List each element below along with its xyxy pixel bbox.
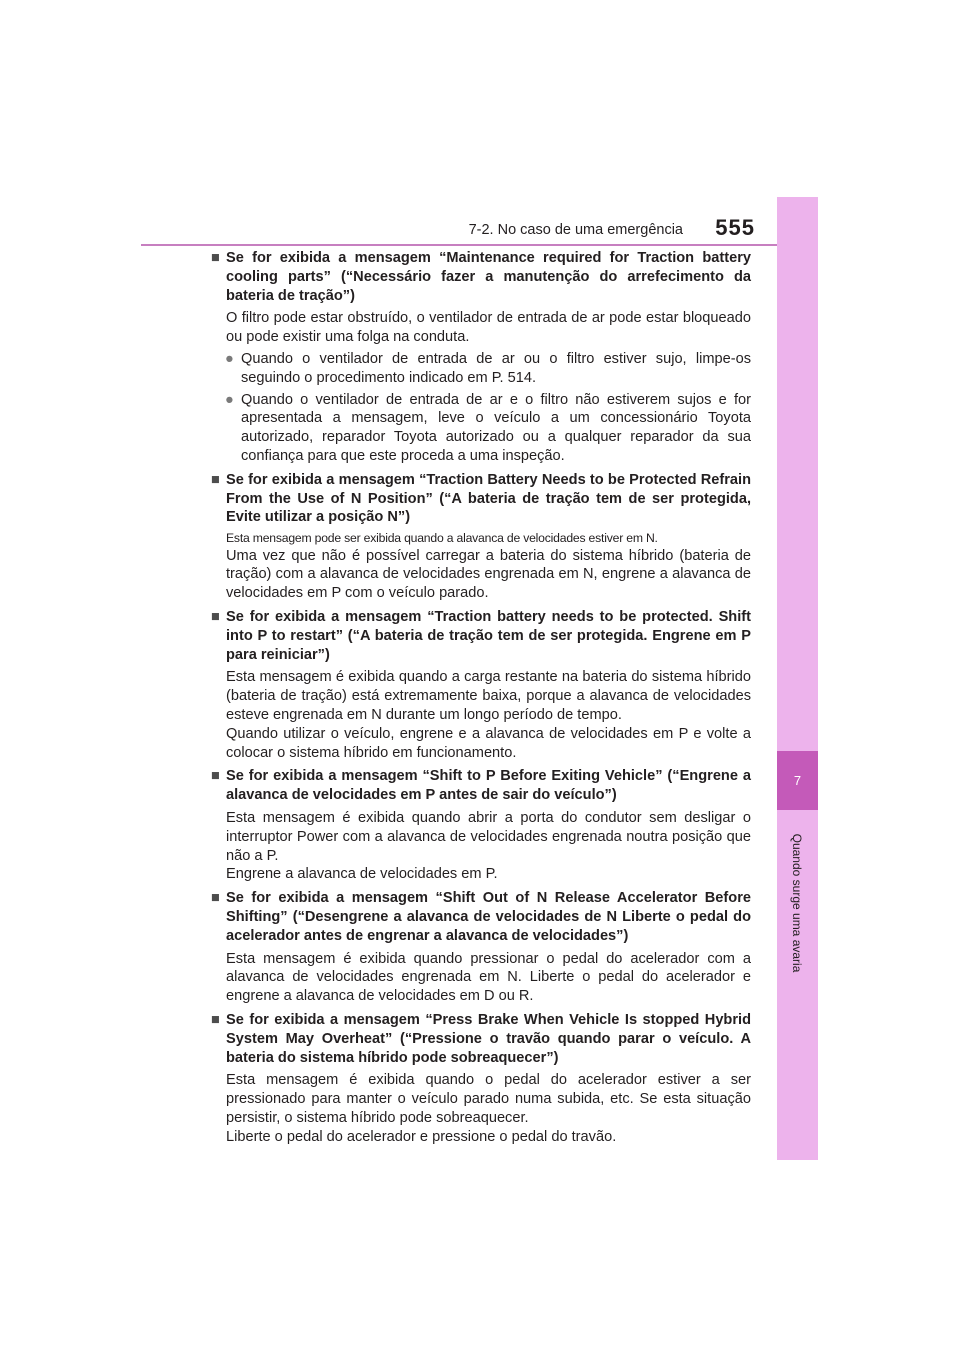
square-bullet-icon: ■ (211, 1011, 220, 1028)
side-tab (777, 197, 818, 1160)
section-heading: ■ Se for exibida a mensagem “Maintenance required for Traction battery cooling parts” (“Necessário fazer a manutenção do arrefecimento da bateria de tração”) (211, 250, 751, 304)
chapter-title: Quando surge uma avaria (790, 833, 804, 973)
section-heading: ■ Se for exibida a mensagem “Traction battery needs to be protected. Shift into P to restart” (“A bateria de tração tem de ser protegida. Engrene em P para reiniciar”) (211, 609, 751, 663)
square-bullet-icon: ■ (211, 768, 220, 785)
page-content (211, 249, 751, 1147)
chapter-number: 7 (777, 751, 818, 810)
section-note: Esta mensagem pode ser exibida quando a alavanca de velocidades estiver em N. (226, 531, 658, 546)
section-paragraph: Esta mensagem é exibida quando abrir a porta do condutor sem desligar o interruptor Power com a alavanca de velocidades engrenada noutra posição que não a P. (226, 810, 751, 864)
square-bullet-icon: ■ (211, 890, 220, 907)
section-heading: ■ Se for exibida a mensagem “Press Brake When Vehicle Is stopped Hybrid System May Overheat” (“Pressione o travão quando parar o veículo. A bateria do sistema híbrido pode sobreaquecer”) (211, 1011, 751, 1066)
list-item: ● Quando o ventilador de entrada de ar ou o filtro estiver sujo, limpe-os seguindo o procedimento indicado em P. 514. (225, 350, 751, 386)
section-paragraph: Uma vez que não é possível carregar a bateria do sistema híbrido (bateria de tração) com a alavanca de velocidades engrenada em N, engrene a alavanca de velocidades em P com o veículo parado. (226, 547, 751, 602)
section-paragraph: Quando utilizar o veículo, engrene e a alavanca de velocidades em P e volte a colocar o sistema híbrido em funcionamento. (226, 725, 751, 761)
section-paragraph: O filtro pode estar obstruído, o ventilador de entrada de ar pode estar bloqueado ou pode existir uma folga na conduta. (226, 310, 751, 346)
section-heading: ■ Se for exibida a mensagem “Traction Battery Needs to be Protected Refrain From the Use of N Position” (“A bateria de tração tem de ser protegida, Evite utilizar a posição N”) (211, 471, 751, 526)
section-paragraph: Liberte o pedal do acelerador e pressione o pedal do travão. (226, 1128, 617, 1145)
square-bullet-icon: ■ (211, 609, 220, 626)
section-paragraph: Esta mensagem é exibida quando pressionar o pedal do acelerador com a alavanca de velocidades engrenada em N. Liberte o pedal do acelerador e engrene a alavanca de velocidades em D ou R. (226, 950, 751, 1005)
header-rule (141, 244, 817, 246)
section-heading: ■ Se for exibida a mensagem “Shift to P Before Exiting Vehicle” (“Engrene a alavanca de velocidades em P antes de sair do veículo”) (211, 768, 751, 804)
square-bullet-icon: ■ (211, 250, 220, 266)
section-heading: ■ Se for exibida a mensagem “Shift Out of N Release Accelerator Before Shifting” (“Desengrene a alavanca de velocidades de N Liberte o pedal do acelerador antes de engrenar a alavanca de velocidades”) (211, 890, 751, 944)
circle-bullet-icon: ● (225, 350, 234, 367)
section-paragraph: Esta mensagem é exibida quando a carga restante na bateria do sistema híbrido (bateria de tração) está extremamente baixa, porque a alavanca de velocidades esteve engrenada em N durante um longo período de tempo. (226, 669, 751, 724)
page-number: 555 (715, 215, 755, 240)
square-bullet-icon: ■ (211, 471, 220, 488)
list-item: ● Quando o ventilador de entrada de ar e o filtro não estiverem sujos e for apresentada a mensagem, leve o veículo a um concessionário Toyota autorizado, reparador Toyota autorizado ou a qualquer reparador da sua confiança para que este proceda a uma inspeção. (225, 391, 751, 464)
circle-bullet-icon: ● (225, 391, 234, 408)
section-paragraph: Esta mensagem é exibida quando o pedal do acelerador estiver a ser pressionado para manter o veículo parado numa subida, etc. Se esta situação persistir, o sistema híbrido pode sobreaquecer. (226, 1072, 751, 1126)
section-paragraph: Engrene a alavanca de velocidades em P. (226, 866, 498, 883)
section-title: 7-2. No caso de uma emergência (468, 222, 683, 238)
